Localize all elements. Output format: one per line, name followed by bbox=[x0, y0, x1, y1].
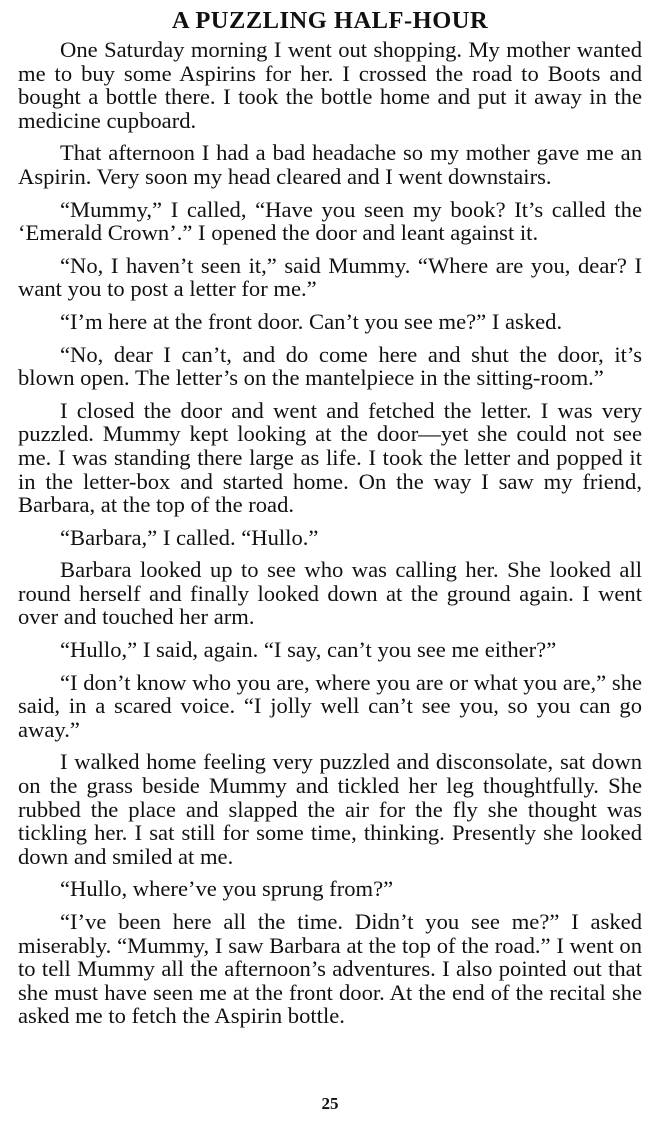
paragraph: “Mummy,” I called, “Have you seen my book? It’s called the ‘Emerald Crown’.” I opened the door and leant against it. bbox=[18, 196, 642, 246]
paragraph: “No, I haven’t seen it,” said Mummy. “Where are you, dear? I want you to post a letter for me.” bbox=[18, 252, 642, 302]
paragraph: That afternoon I had a bad headache so my mother gave me an Aspirin. Very soon my head cleared and I went downstairs. bbox=[18, 140, 642, 189]
book-page bbox=[18, 6, 642, 1037]
paragraph: I walked home feeling very puzzled and disconsolate, sat down on the grass beside Mummy and tickled her leg thoughtfully. She rubbed the place and slapped the air for the fly she thought was tickling her. I sat still for some time, thinking. Presently she looked down and smiled at me. bbox=[18, 749, 642, 869]
paragraph: One Saturday morning I went out shopping. My mother wanted me to buy some Aspirins for her. I crossed the road to Boots and bought a bottle there. I took the bottle home and put it away in the medicine cupboard. bbox=[18, 37, 642, 133]
paragraph: “I’ve been here all the time. Didn’t you see me?” I asked miserably. “Mummy, I saw Barbara at the top of the road.” I went on to tell Mummy all the afternoon’s adventures. I also pointed out that she must have seen me at the front door. At the end of the recital she asked me to fetch the Aspirin bottle. bbox=[18, 909, 642, 1029]
paragraph: “Hullo,” I said, again. “I say, can’t you see me either?” bbox=[60, 637, 557, 663]
page-number: 25 bbox=[321, 1094, 339, 1113]
paragraph: I closed the door and went and fetched the letter. I was very puzzled. Mummy kept looking at the door—yet she could not see me. I was standing there large as life. I took the letter and popped it in the letter-box and started home. On the way I saw my friend, Barbara, at the top of the road. bbox=[18, 397, 642, 518]
paragraph: “I don’t know who you are, where you are or what you are,” she said, in a scared voice. “I jolly well can’t see you, so you can go away.” bbox=[18, 669, 642, 742]
page-title: A PUZZLING HALF-HOUR bbox=[171, 7, 489, 34]
paragraph: Barbara looked up to see who was calling her. She looked all round herself and finally looked down at the ground again. I went over and touched her arm. bbox=[18, 557, 642, 630]
paragraph: “Barbara,” I called. “Hullo.” bbox=[60, 524, 319, 550]
paragraph: “I’m here at the front door. Can’t you see me?” I asked. bbox=[60, 308, 563, 334]
paragraph: “No, dear I can’t, and do come here and shut the door, it’s blown open. The letter’s on the mantelpiece in the sitting-room.” bbox=[18, 341, 642, 391]
paragraph: “Hullo, where’ve you sprung from?” bbox=[60, 876, 394, 902]
